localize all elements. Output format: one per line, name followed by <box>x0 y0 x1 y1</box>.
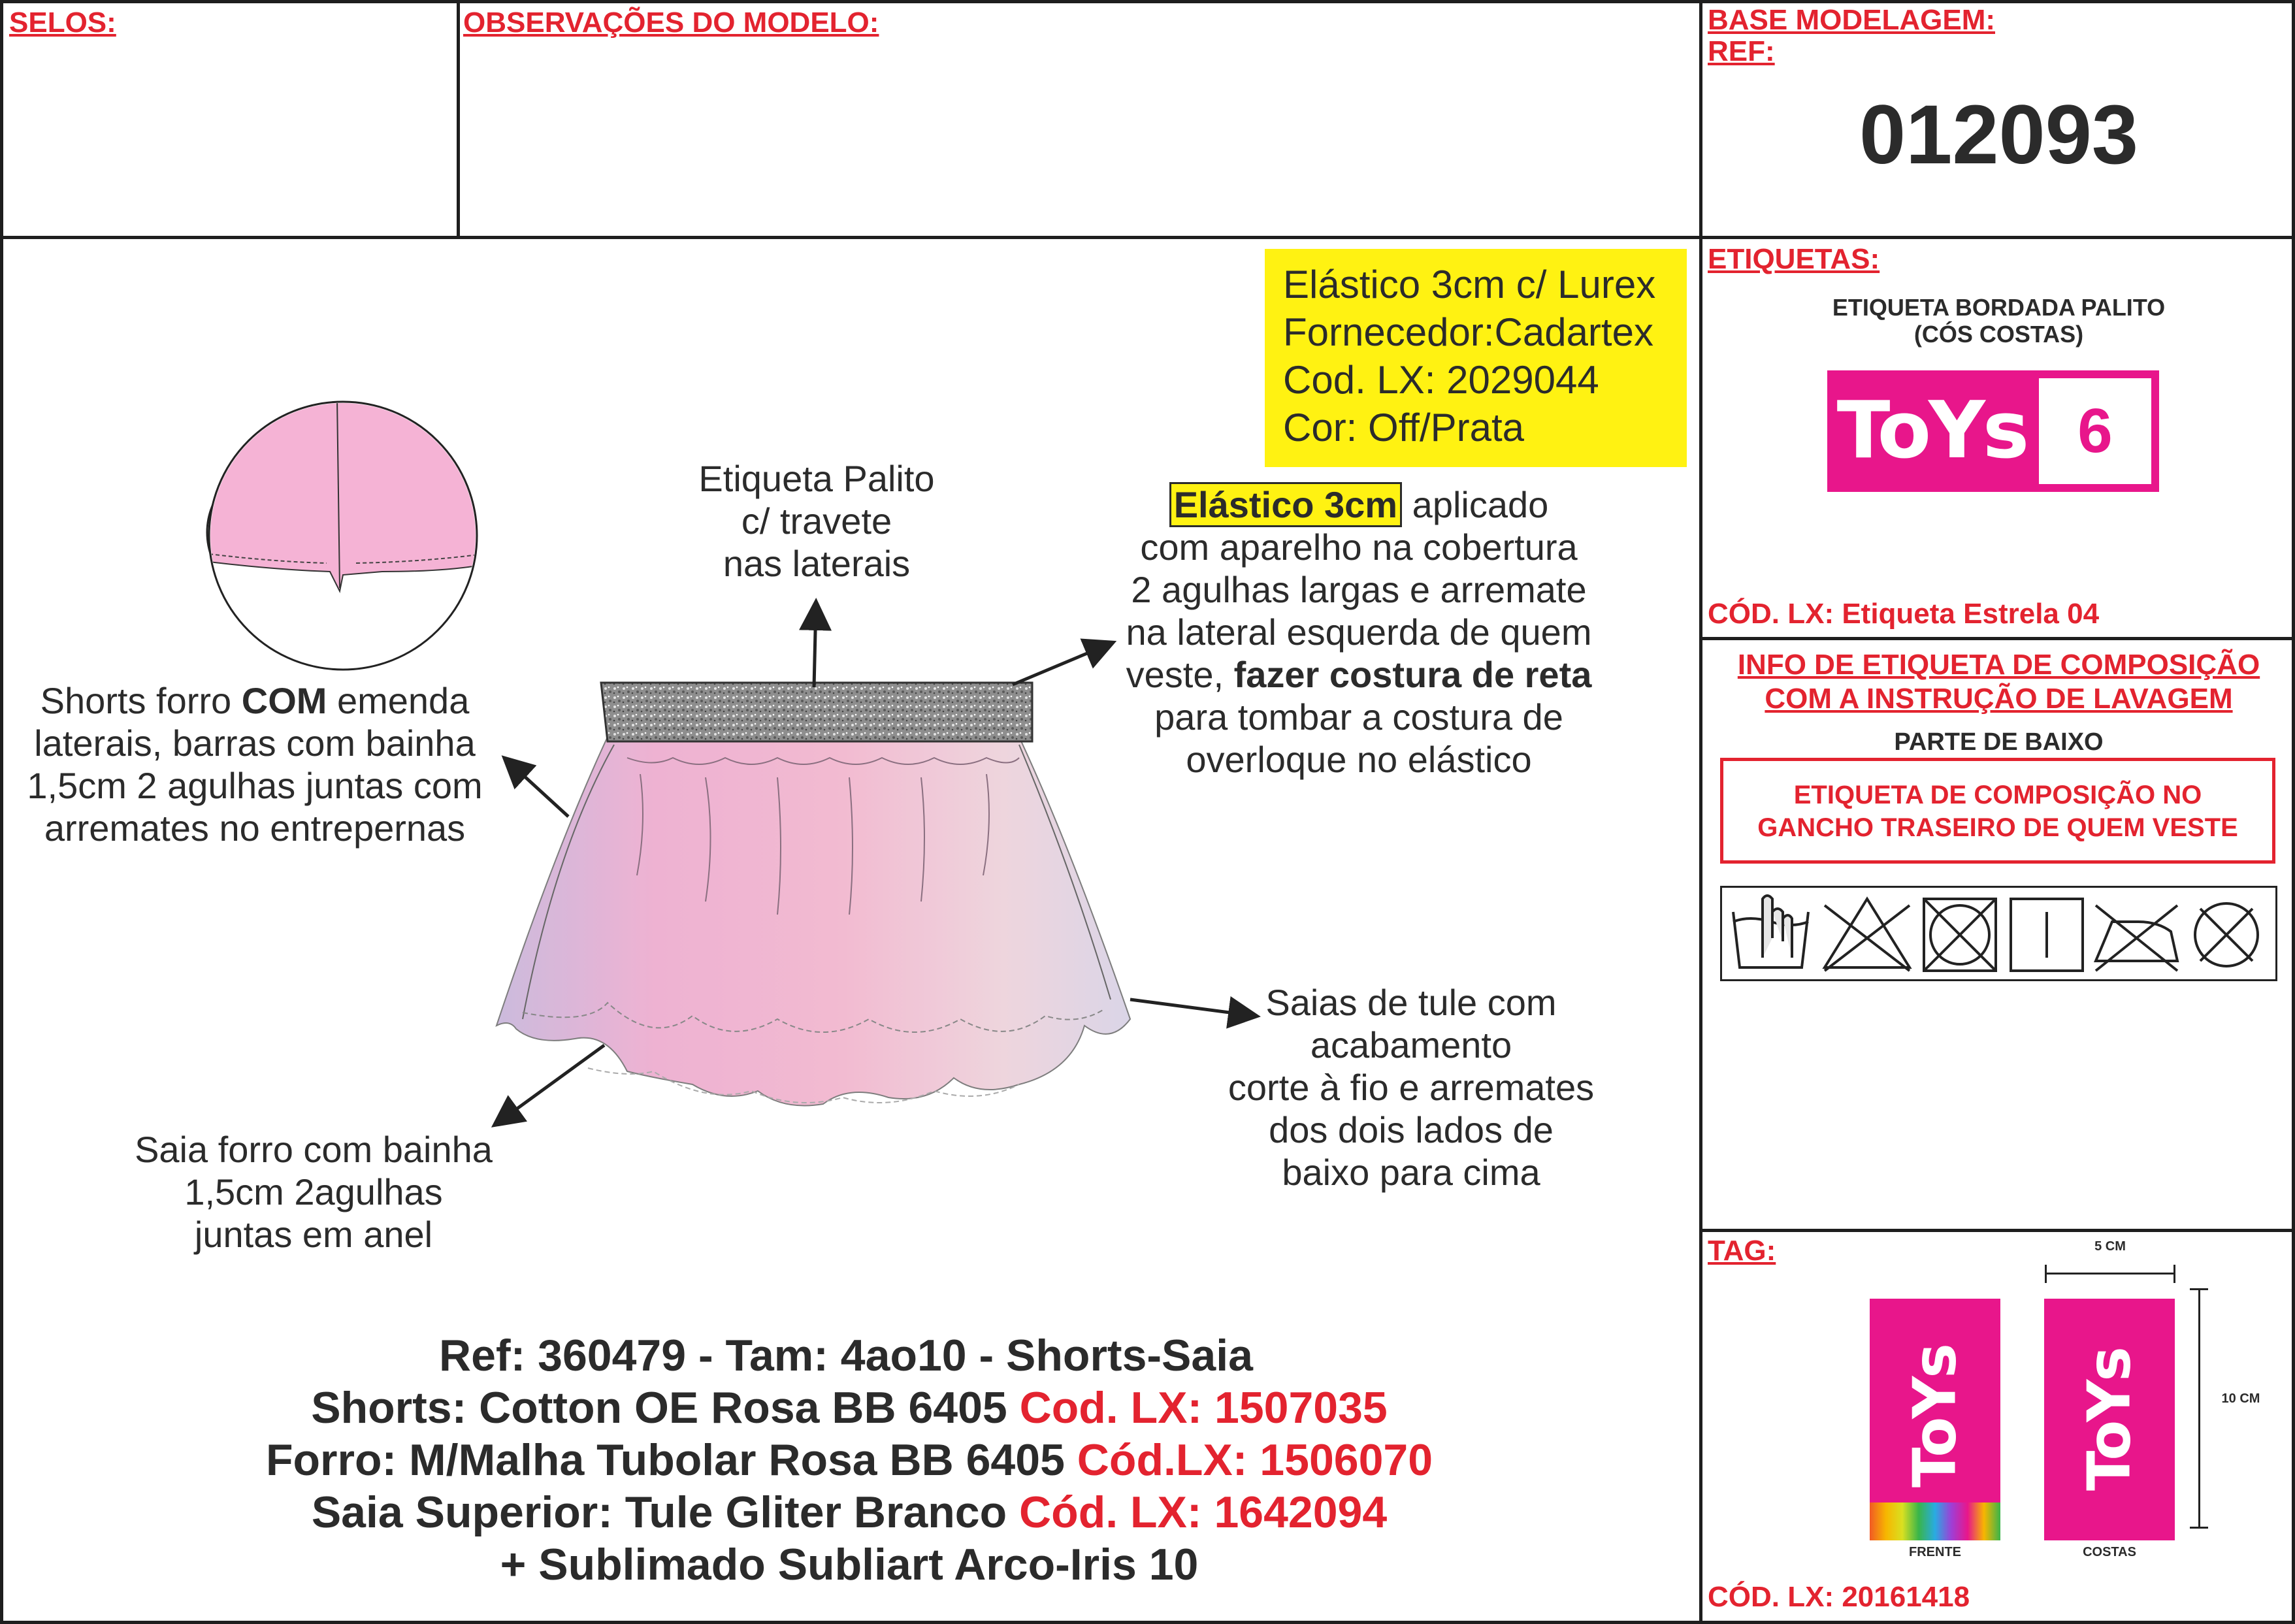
etiqueta-title-2: (CÓS COSTAS) <box>1913 321 2084 348</box>
frame-right <box>2292 0 2295 1624</box>
divider-tag <box>1701 1229 2295 1232</box>
no-dry-clean-icon <box>2195 903 2258 966</box>
tag-height-dimension <box>2198 1288 2200 1529</box>
tag-height-tick-top <box>2190 1288 2208 1290</box>
tag-front <box>1870 1299 2000 1540</box>
divider-etiquetas <box>1701 637 2295 640</box>
tag-back-brand: ToYs <box>2075 1348 2144 1491</box>
tag-cod: CÓD. LX: 20161418 <box>1708 1581 1970 1613</box>
composition-part: PARTE DE BAIXO <box>1894 728 2104 756</box>
hand-wash-icon <box>1733 896 1808 967</box>
observacoes-header: OBSERVAÇÕES DO MODELO: <box>463 7 879 39</box>
tag-height-tick-bottom <box>2190 1527 2208 1529</box>
elastico-note: Elástico 3cm aplicado com aparelho na cobertura 2 agulhas largas e arremate na lateral esquerda de quem veste, fazer costura de reta para tombar a costura de overloque no elástico <box>1098 483 1620 781</box>
glitter-waistband <box>601 683 1032 741</box>
reference-number: 012093 <box>1859 88 2139 182</box>
tag-width-dimension <box>2045 1273 2175 1275</box>
lurex-line-3: Cod. LX: 2029044 <box>1283 358 1599 402</box>
toys-label-brand: ToYs <box>1836 385 2027 476</box>
spec-line-1: Ref: 360479 - Tam: 4ao10 - Shorts-Saia <box>439 1331 1253 1380</box>
divider-right-column <box>1699 0 1702 1624</box>
spec-line-5: + Sublimado Subliart Arco-Iris 10 <box>500 1540 1199 1589</box>
skirt-tulle <box>496 737 1130 1106</box>
spec-line-4: Saia Superior: Tule Gliter Branco Cód. LX: 1642094 <box>311 1487 1388 1537</box>
care-symbols <box>1720 886 2277 981</box>
shorts-forro-note: Shorts forro COM emenda laterais, barras com bainha 1,5cm 2 agulhas juntas com arremates no entrepernas <box>27 680 483 849</box>
lurex-line-1: Elástico 3cm c/ Lurex <box>1283 263 1656 306</box>
etiqueta-cod: CÓD. LX: Etiqueta Estrela 04 <box>1708 598 2100 630</box>
composition-box-text: ETIQUETA DE COMPOSIÇÃO NO GANCHO TRASEIRO DE QUEM VESTE <box>1757 781 2238 842</box>
lurex-line-4: Cor: Off/Prata <box>1283 406 1525 449</box>
frame-bottom <box>0 1621 2295 1624</box>
tag-width-label: 5 CM <box>2094 1239 2126 1254</box>
saia-forro-note: Saia forro com bainha 1,5cm 2agulhas juntas em anel <box>135 1129 493 1255</box>
spec-line-3: Forro: M/Malha Tubolar Rosa BB 6405 Cód.LX: 1506070 <box>265 1435 1433 1485</box>
tag-height-label: 10 CM <box>2221 1391 2260 1406</box>
tag-back-label: COSTAS <box>2083 1545 2136 1559</box>
tag-front-brand: ToYs <box>1900 1344 1970 1488</box>
tag-width-tick-right <box>2173 1265 2175 1283</box>
tag-back <box>2044 1299 2175 1540</box>
spec-line-2: Shorts: Cotton OE Rosa BB 6405 Cod. LX: 1507035 <box>311 1383 1388 1433</box>
etiqueta-palito-note: Etiqueta Palito c/ travete nas laterais <box>698 458 935 584</box>
ref-header: REF: <box>1708 35 1775 67</box>
saias-tule-note: Saias de tule com acabamento corte à fio e arremates dos dois lados de baixo para cima <box>1228 982 1595 1193</box>
line-dry-icon <box>2011 899 2083 971</box>
toys-label <box>1827 370 2159 492</box>
toys-label-size: 6 <box>2077 396 2113 466</box>
lurex-line-2: Fornecedor:Cadartex <box>1283 310 1653 354</box>
no-tumble-dry-icon <box>1924 899 1996 971</box>
base-modelagem-header: BASE MODELAGEM: <box>1708 4 1995 36</box>
tag-header: TAG: <box>1708 1235 1776 1267</box>
etiquetas-header: ETIQUETAS: <box>1708 243 1880 275</box>
toys-label-size-box <box>2039 378 2151 484</box>
composition-title: INFO DE ETIQUETA DE COMPOSIÇÃO COM A INSTRUÇÃO DE LAVAGEM <box>1737 649 2260 715</box>
no-bleach-icon <box>1825 899 1910 971</box>
no-iron-icon <box>2096 905 2177 971</box>
etiqueta-title-1: ETIQUETA BORDADA PALITO <box>1832 294 2166 321</box>
tag-width-tick-left <box>2045 1265 2047 1283</box>
composition-box <box>1720 758 2275 864</box>
selos-header: SELOS: <box>9 7 116 39</box>
elastico-highlight: Elástico 3cm <box>1169 482 1402 527</box>
tag-front-label: FRENTE <box>1909 1545 1961 1559</box>
tag-front-rainbow <box>1870 1502 2000 1540</box>
